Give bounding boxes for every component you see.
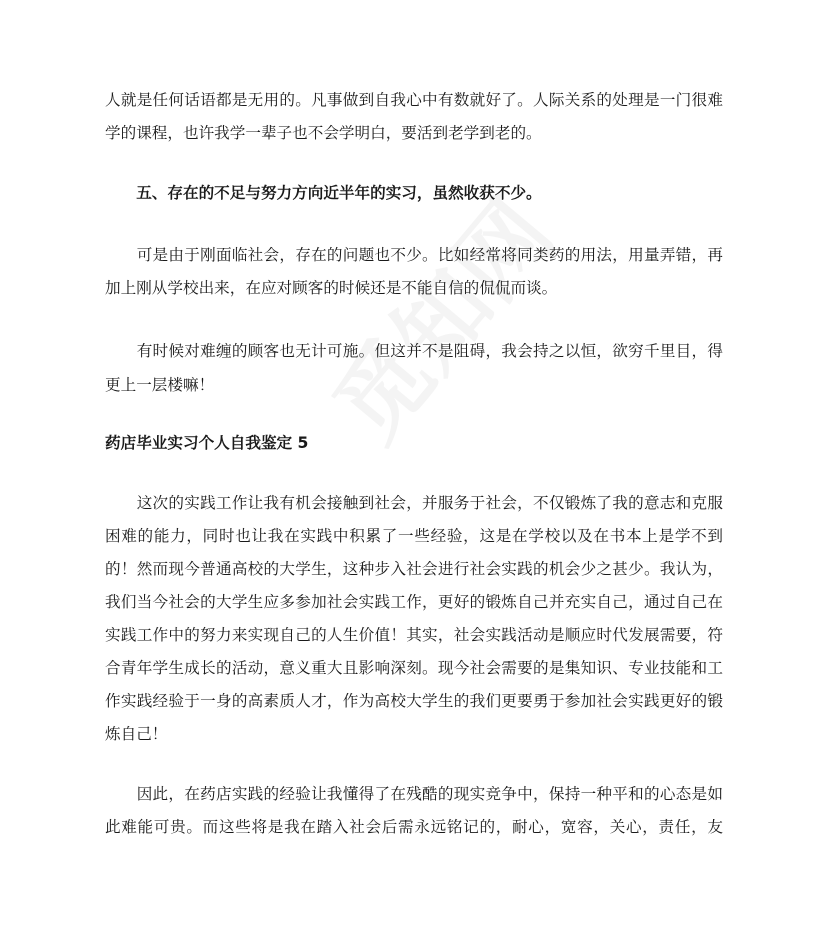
text-line: 有时候对难缠的顾客也无计可施。但这并不是阻碍，我会持之以恒，欲穷千里目，得: [105, 342, 723, 360]
text-line: 更上一层楼嘛！: [105, 376, 215, 394]
text-line: 的！然而现今普通高校的大学生，这种步入社会进行社会实践的机会少之甚少。我认为，: [105, 560, 723, 578]
text-line: 实践工作中的努力来实现自己的人生价值！其实，社会实践活动是顺应时代发展需要，符: [105, 626, 723, 644]
text-line: 可是由于刚面临社会，存在的问题也不少。比如经常将同类药的用法，用量弄错，再: [105, 246, 723, 264]
text-line: 困难的能力，同时也让我在实践中积累了一些经验，这是在学校以及在书本上是学不到: [105, 527, 723, 545]
text-line: 作实践经验于一身的高素质人才，作为高校大学生的我们更要勇于参加社会实践更好的锻: [105, 692, 723, 710]
text-line: 学的课程，也许我学一辈子也不会学明白，要活到老学到老的。: [105, 124, 542, 142]
text-line: 因此，在药店实践的经验让我懂得了在残酷的现实竞争中，保持一种平和的心态是如: [105, 785, 723, 803]
text-line: 此难能可贵。而这些将是我在踏入社会后需永远铭记的，耐心，宽容，关心，责任，友: [105, 818, 723, 836]
text-line: 加上刚从学校出来，在应对顾客的时候还是不能自信的侃侃而谈。: [105, 279, 558, 297]
text-line: 人就是任何话语都是无用的。凡事做到自我心中有数就好了。人际关系的处理是一门很难: [105, 91, 723, 109]
text-line: 合青年学生成长的活动，意义重大且影响深刻。现今社会需要的是集知识、专业技能和工: [105, 659, 723, 677]
text-line: 五、存在的不足与努力方向近半年的实习，虽然收获不少。: [105, 184, 542, 202]
text-line: 我们当今社会的大学生应多参加社会实践工作，更好的锻炼自己并充实自己，通过自己在: [105, 593, 723, 611]
watermark: [299, 168, 578, 464]
text-line: 这次的实践工作让我有机会接触到社会，并服务于社会，不仅锻炼了我的意志和克服: [105, 494, 723, 512]
text-line: 药店毕业实习个人自我鉴定 5: [105, 434, 309, 452]
text-line: 炼自己！: [105, 725, 168, 743]
